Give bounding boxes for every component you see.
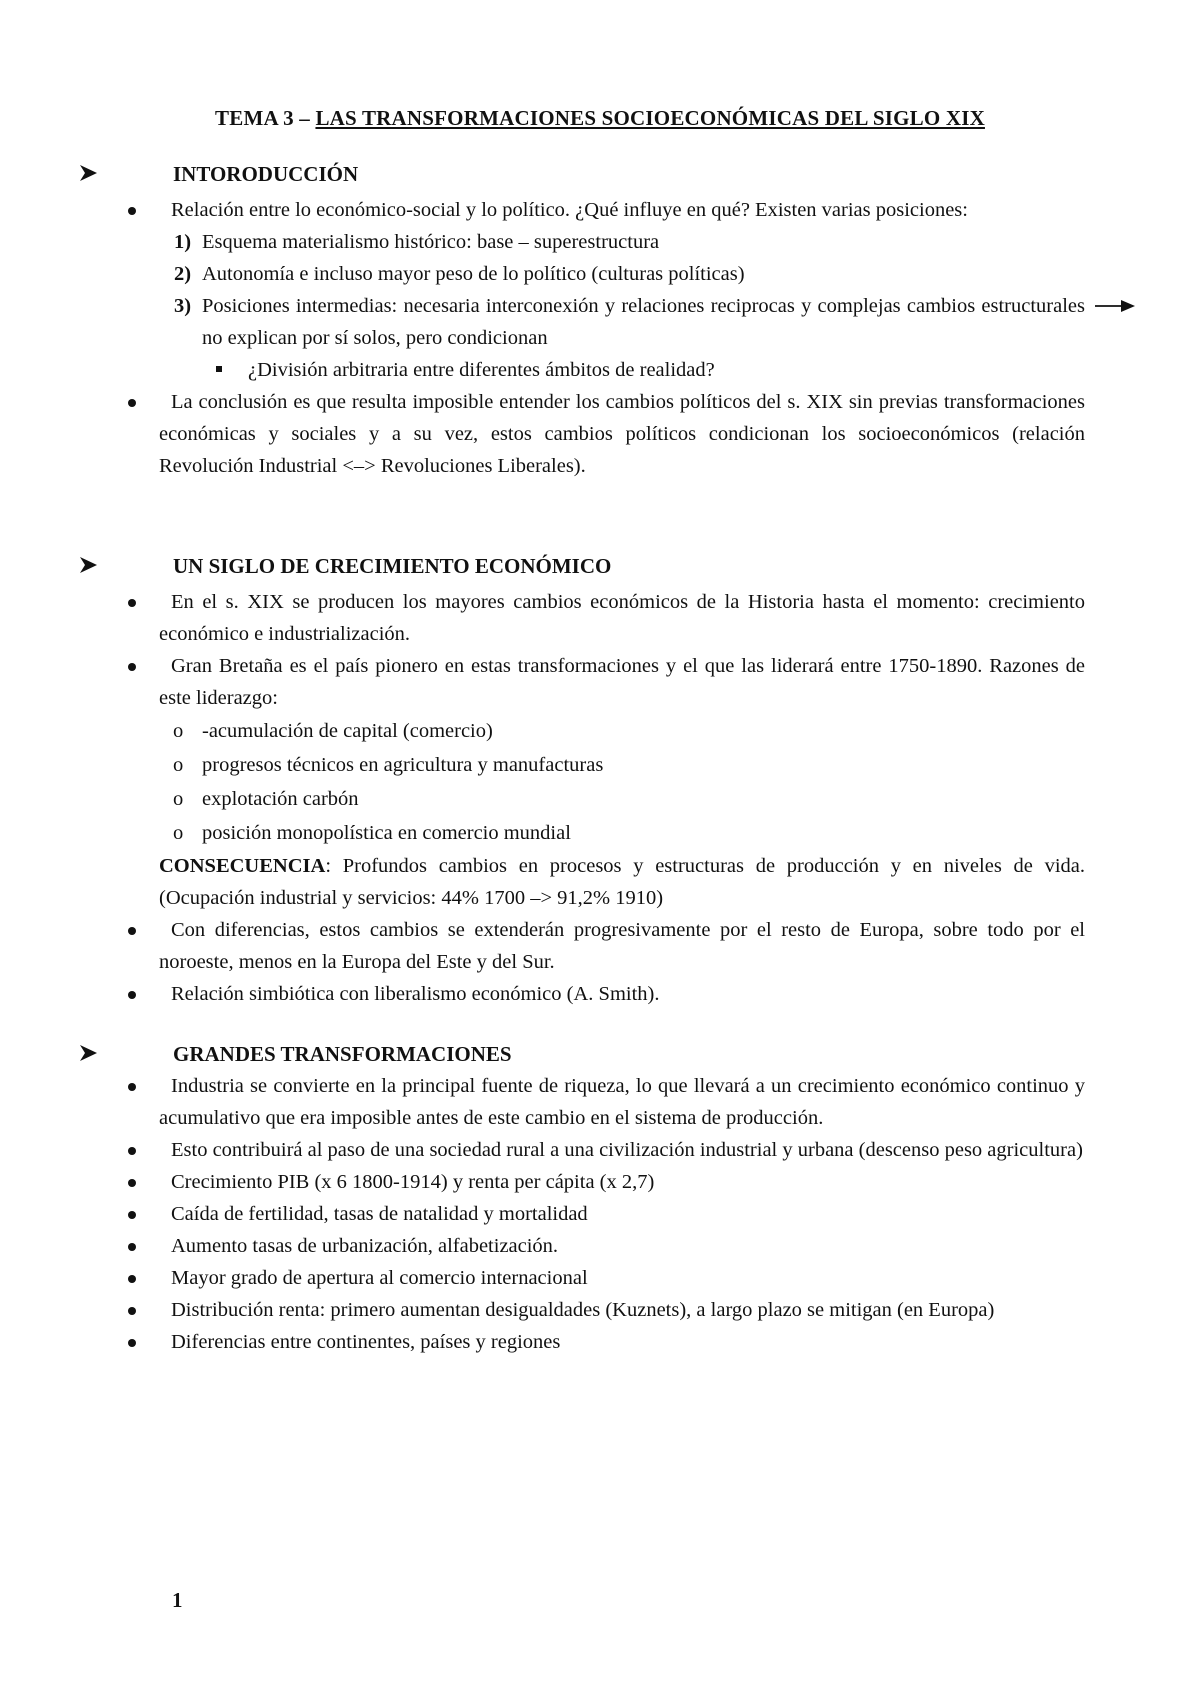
title-main: LAS TRANSFORMACIONES SOCIOECONÓMICAS DEL SIGLO XIX xyxy=(315,106,985,130)
circle-bullet-icon: o xyxy=(173,788,184,810)
item-text: Esto contribuirá al paso de una sociedad rural a una civilización industrial y urbana (descenso peso agricultura) xyxy=(171,1139,1083,1161)
item-number: 1) xyxy=(174,231,192,253)
title-prefix: TEMA 3 – xyxy=(215,106,316,130)
bullet-icon xyxy=(128,1179,136,1187)
item-text: Relación simbiótica con liberalismo económico (A. Smith). xyxy=(171,983,660,1005)
circle-bullet-icon: o xyxy=(173,822,184,844)
heading-text: GRANDES TRANSFORMACIONES xyxy=(173,1042,512,1066)
item-text: Crecimiento PIB (x 6 1800-1914) y renta per cápita (x 2,7) xyxy=(171,1171,655,1193)
consequence-label: CONSECUENCIA xyxy=(159,855,326,877)
section-heading xyxy=(0,1040,1200,1070)
bullet-icon xyxy=(128,1339,136,1347)
item-text: En el s. XIX se producen los mayores cambios económicos de la Historia hasta el momento: crecimiento económico e industrialización. xyxy=(159,591,1085,645)
item-text: Relación entre lo económico-social y lo político. ¿Qué influye en qué? Existen varias posiciones: xyxy=(171,199,968,221)
sub-item xyxy=(0,816,1200,850)
bullet-icon xyxy=(128,991,136,999)
square-bullet-icon xyxy=(216,366,222,372)
bullet-icon xyxy=(128,1275,136,1283)
numbered-item xyxy=(0,290,1200,354)
list-item xyxy=(0,386,1200,482)
item-number: 3) xyxy=(174,295,192,317)
heading-text: UN SIGLO DE CRECIMIENTO ECONÓMICO xyxy=(173,554,612,578)
circle-bullet-icon: o xyxy=(173,754,184,776)
item-text: posición monopolística en comercio mundial xyxy=(202,822,571,844)
item-text: Con diferencias, estos cambios se extenderán progresivamente por el resto de Europa, sobre todo por el noroeste, menos en la Europa del Este y del Sur. xyxy=(159,919,1085,973)
section-grandes-transformaciones xyxy=(0,1040,1200,1358)
item-text: Posiciones intermedias: necesaria interconexión y relaciones reciprocas y complejas cambios estructurales no explican por sí solos, pero condicionan xyxy=(202,295,1085,349)
bullet-icon xyxy=(128,1147,136,1155)
item-text: progresos técnicos en agricultura y manufacturas xyxy=(202,754,604,776)
bullet-icon xyxy=(128,1243,136,1251)
item-text: Autonomía e incluso mayor peso de lo político (culturas políticas) xyxy=(202,263,745,285)
item-text: ¿División arbitraria entre diferentes ámbitos de realidad? xyxy=(248,359,715,381)
list-item xyxy=(0,914,1200,978)
bullet-icon xyxy=(128,1211,136,1219)
list-item xyxy=(0,1294,1200,1326)
consequence-paragraph xyxy=(159,850,1085,914)
item-text: explotación carbón xyxy=(202,788,359,810)
list-item xyxy=(0,1230,1200,1262)
bullet-icon xyxy=(128,1083,136,1091)
list-item xyxy=(0,586,1200,650)
list-item xyxy=(0,978,1200,1010)
section-crecimiento xyxy=(0,552,1200,1010)
sub-item xyxy=(0,714,1200,748)
item-text: Caída de fertilidad, tasas de natalidad y mortalidad xyxy=(171,1203,588,1225)
section-introduccion xyxy=(0,160,1200,482)
bullet-icon xyxy=(128,207,136,215)
numbered-item xyxy=(0,226,1200,258)
section-heading xyxy=(0,160,1200,194)
section-heading xyxy=(0,552,1200,586)
page-number: 1 xyxy=(172,1588,183,1612)
arrowhead-bullet-icon xyxy=(78,162,100,184)
sub-item xyxy=(0,782,1200,816)
consequence-text: : Profundos cambios en procesos y estructuras de producción y en niveles de vida. (Ocupación industrial y servicios: 44% 1700 –> 91,2% 1910) xyxy=(159,855,1085,909)
item-text: La conclusión es que resulta imposible entender los cambios políticos del s. XIX sin previas transformaciones económicas y sociales y a su vez, estos cambios políticos condicionan los socioeconómicos (relación Revolución Industrial <–> Revoluciones Liberales). xyxy=(159,391,1085,477)
item-text: Aumento tasas de urbanización, alfabetización. xyxy=(171,1235,559,1257)
list-item xyxy=(0,194,1200,226)
bullet-icon xyxy=(128,927,136,935)
list-item xyxy=(0,1166,1200,1198)
page-title xyxy=(0,106,1200,131)
circle-bullet-icon: o xyxy=(173,720,184,742)
numbered-item xyxy=(0,258,1200,290)
sub-item xyxy=(0,748,1200,782)
item-text: Distribución renta: primero aumentan desigualdades (Kuznets), a largo plazo se mitigan (en Europa) xyxy=(171,1299,995,1321)
item-text: Mayor grado de apertura al comercio internacional xyxy=(171,1267,588,1289)
list-item xyxy=(0,1070,1200,1134)
list-item xyxy=(0,1134,1200,1166)
list-item xyxy=(0,1326,1200,1358)
bullet-icon xyxy=(128,1307,136,1315)
arrowhead-bullet-icon xyxy=(78,1042,100,1064)
item-number: 2) xyxy=(174,263,192,285)
item-text: Esquema materialismo histórico: base – superestructura xyxy=(202,231,660,253)
arrowhead-bullet-icon xyxy=(78,554,100,576)
list-item xyxy=(0,1262,1200,1294)
item-text: Diferencias entre continentes, países y regiones xyxy=(171,1331,561,1353)
sub-item xyxy=(0,354,1200,386)
list-item xyxy=(0,650,1200,714)
right-arrow-icon xyxy=(1095,299,1135,313)
bullet-icon xyxy=(128,663,136,671)
list-item xyxy=(0,1198,1200,1230)
bullet-icon xyxy=(128,399,136,407)
item-text: Gran Bretaña es el país pionero en estas transformaciones y el que las liderará entre 1750-1890. Razones de este liderazgo: xyxy=(159,655,1085,709)
item-text: -acumulación de capital (comercio) xyxy=(202,720,493,742)
bullet-icon xyxy=(128,599,136,607)
item-text: Industria se convierte en la principal fuente de riqueza, lo que llevará a un crecimiento económico continuo y acumulativo que era imposible antes de este cambio en el sistema de producción. xyxy=(159,1075,1085,1129)
heading-text: INTORODUCCIÓN xyxy=(173,162,359,186)
